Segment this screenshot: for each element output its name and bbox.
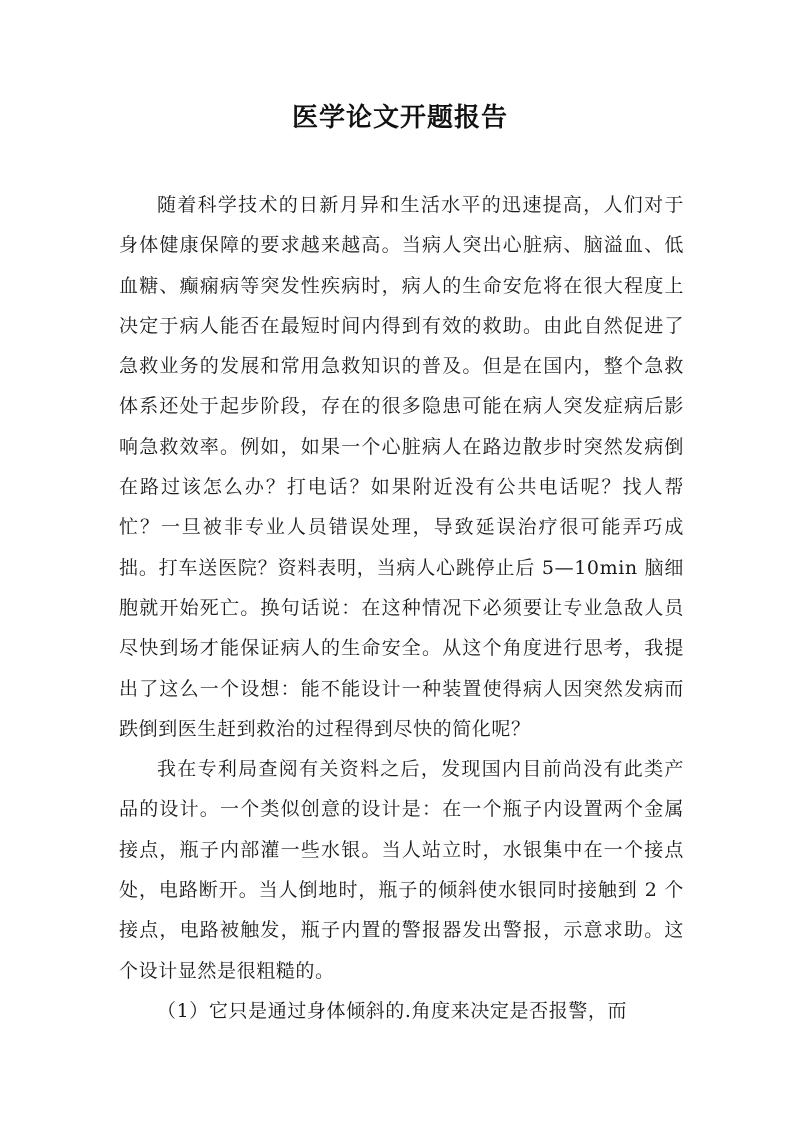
- paragraph-2: 我在专利局查阅有关资料之后，发现国内目前尚没有此类产品的设计。一个类似创意的设计是：在一个瓶子内设置两个金属接点，瓶子内部灌一些水银。当人站立时，水银集中在一个接点处，电路断开。当人倒地时，瓶子的倾斜使水银同时接触到 2 个接点，电路被触发，瓶子内置的警报器发出警报，示意求助。这个设计显然是很粗糙的。: [119, 758, 684, 982]
- document-body: [119, 185, 684, 1031]
- paragraph-1: 随着科学技术的日新月异和生活水平的迅速提高，人们对于身体健康保障的要求越来越高。当病人突出心脏病、脑溢血、低血糖、癫痫病等突发性疾病时，病人的生命安危将在很大程度上决定于病人能否在最短时间内得到有效的救助。由此自然促进了急救业务的发展和常用急救知识的普及。但是在国内，整个急救体系还处于起步阶段，存在的很多隐患可能在病人突发症病后影响急救效率。例如，如果一个心脏病人在路边散步时突然发病倒在路过该怎么办？打电话？如果附近没有公共电话呢？找人帮忙？一旦被非专业人员错误处理，导致延误治疗很可能弄巧成拙。打车送医院？资料表明，当病人心跳停止后 5—10min 脑细胞就开始死亡。换句话说：在这种情况下必须要让专业急敌人员尽快到场才能保证病人的生命安全。从这个角度进行思考，我提出了这么一个设想：能不能设计一种装置使得病人因突然发病而跌倒到医生赶到救治的过程得到尽快的简化呢？: [119, 194, 684, 740]
- page-title: 医学论文开题报告: [291, 103, 508, 133]
- paragraph-3: （1）它只是通过身体倾斜的.角度来决定是否报警，而: [157, 999, 628, 1022]
